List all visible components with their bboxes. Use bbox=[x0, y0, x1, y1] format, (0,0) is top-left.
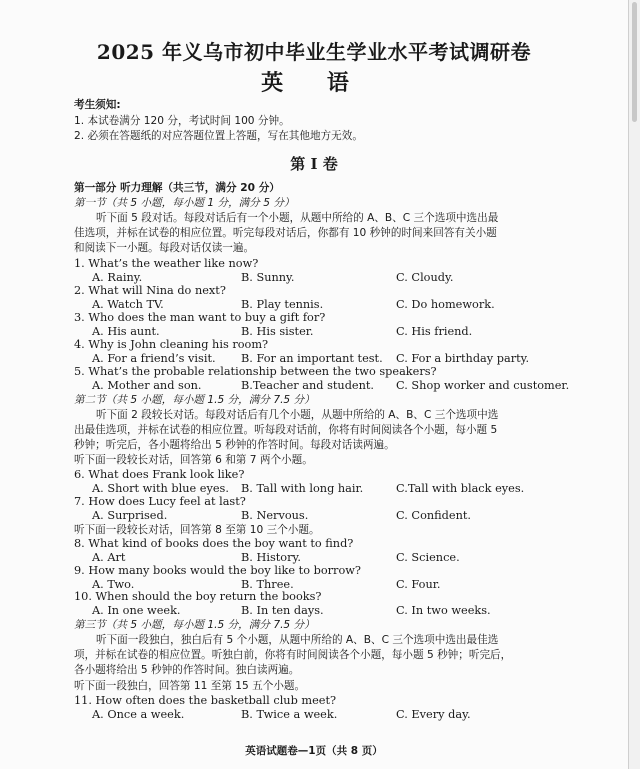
section-title: 第 I 卷 bbox=[290, 155, 338, 173]
option-a: A. Rainy. bbox=[92, 271, 143, 284]
option-c: C. In two weeks. bbox=[396, 604, 491, 617]
question-text: 6. What does Frank look like? bbox=[74, 468, 245, 481]
question-text: 1. What’s the weather like now? bbox=[74, 257, 259, 270]
question-text: 4. Why is John cleaning his room? bbox=[74, 338, 269, 351]
option-a: A. Once a week. bbox=[92, 708, 185, 721]
option-c: C. His friend. bbox=[396, 325, 473, 338]
instruction-line: 秒钟；听完后，各小题将给出 5 秒钟的作答时间。每段对话读两遍。 bbox=[74, 439, 395, 451]
instruction-line: 佳选项，并标在试卷的相应位置。听完每段对话后，你都有 10 秒钟的时间来回答有关小题 bbox=[74, 227, 497, 239]
option-b: B. Play tennis. bbox=[241, 298, 324, 311]
option-a: A. Short with blue eyes. bbox=[92, 482, 229, 495]
instruction-line: 项，并标在试卷的相应位置。听独白前，你将有时间阅读各个小题，每小题 5 秒钟；听完后， bbox=[74, 649, 512, 661]
option-c: C. For a birthday party. bbox=[396, 352, 530, 365]
option-c: C. Do homework. bbox=[396, 298, 495, 311]
instruction-line: 听下面 2 段较长对话。每段对话后有几个小题，从题中所给的 A、B、C 三个选项中选 bbox=[96, 409, 499, 421]
part1-heading: 第一部分 听力理解（共三节，满分 20 分） bbox=[74, 182, 280, 194]
option-b: B.Teacher and student. bbox=[241, 379, 375, 392]
option-c: C. Cloudy. bbox=[396, 271, 454, 284]
option-c: C.Tall with black eyes. bbox=[396, 482, 525, 495]
instruction-line: 和阅读下一小题。每段对话仅读一遍。 bbox=[74, 242, 255, 254]
option-b: B. Tall with long hair. bbox=[241, 482, 364, 495]
question-text: 10. When should the boy return the books? bbox=[74, 590, 322, 603]
question-text: 2. What will Nina do next? bbox=[74, 284, 226, 297]
option-b: B. History. bbox=[241, 551, 301, 564]
notice-item: 1. 本试卷满分 120 分，考试时间 100 分钟。 bbox=[74, 115, 290, 127]
listening-prompt: 听下面一段较长对话，回答第 6 和第 7 两个小题。 bbox=[74, 454, 313, 466]
question-text: 3. Who does the man want to buy a gift for? bbox=[74, 311, 326, 324]
s1-heading: 第一节（共 5 小题，每小题 1 分，满分 5 分） bbox=[74, 197, 295, 209]
s2-heading: 第二节（共 5 小题，每小题 1.5 分，满分 7.5 分） bbox=[74, 394, 315, 406]
page-footer: 英语试题卷—1页（共 8 页） bbox=[245, 745, 383, 757]
instruction-line: 各小题将给出 5 秒钟的作答时间。独白读两遍。 bbox=[74, 664, 300, 676]
option-b: B. Nervous. bbox=[241, 509, 309, 522]
instruction-line: 出最佳选项，并标在试卷的相应位置。听每段对话前，你将有时间阅读各个小题，每小题 5 bbox=[74, 424, 498, 436]
option-b: B. Three. bbox=[241, 578, 294, 591]
option-a: A. Mother and son. bbox=[92, 379, 202, 392]
option-c: C. Science. bbox=[396, 551, 460, 564]
option-c: C. Every day. bbox=[396, 708, 471, 721]
option-b: B. Sunny. bbox=[241, 271, 295, 284]
subject-title: 英 语 bbox=[261, 70, 367, 96]
option-b: B. For an important test. bbox=[241, 352, 383, 365]
listening-prompt: 听下面一段独白，回答第 11 至第 15 五个小题。 bbox=[74, 680, 306, 692]
question-text: 7. How does Lucy feel at last? bbox=[74, 495, 246, 508]
option-a: A. Two. bbox=[92, 578, 135, 591]
option-a: A. For a friend’s visit. bbox=[92, 352, 216, 365]
listening-prompt: 听下面一段较长对话，回答第 8 至第 10 三个小题。 bbox=[74, 524, 320, 536]
option-a: A. Surprised. bbox=[92, 509, 168, 522]
option-b: B. In ten days. bbox=[241, 604, 324, 617]
instruction-line: 听下面 5 段对话。每段对话后有一个小题，从题中所给的 A、B、C 三个选项中选出最 bbox=[96, 212, 499, 224]
option-c: C. Confident. bbox=[396, 509, 472, 522]
option-a: A. Art bbox=[92, 551, 126, 564]
notice-item: 2. 必须在答题纸的对应答题位置上答题，写在其他地方无效。 bbox=[74, 130, 363, 142]
scrollbar-thumb[interactable] bbox=[632, 2, 637, 122]
instruction-line: 听下面一段独白，独白后有 5 个小题，从题中所给的 A、B、C 三个选项中选出最佳选 bbox=[96, 634, 499, 646]
exam-title: 2025 年义乌市初中毕业生学业水平考试调研卷 bbox=[96, 40, 532, 64]
s3-heading: 第三节（共 5 小题，每小题 1.5 分，满分 7.5 分） bbox=[74, 619, 315, 631]
question-text: 9. How many books would the boy like to borrow? bbox=[74, 564, 361, 577]
question-text: 8. What kind of books does the boy want to find? bbox=[74, 537, 354, 550]
notice-heading: 考生须知: bbox=[74, 99, 121, 111]
option-a: A. His aunt. bbox=[92, 325, 160, 338]
option-a: A. Watch TV. bbox=[92, 298, 164, 311]
option-c: C. Four. bbox=[396, 578, 441, 591]
question-text: 5. What’s the probable relationship between the two speakers? bbox=[74, 365, 437, 378]
option-c: C. Shop worker and customer. bbox=[396, 379, 570, 392]
option-a: A. In one week. bbox=[92, 604, 181, 617]
scrollbar[interactable] bbox=[629, 0, 640, 769]
question-text: 11. How often does the basketball club meet? bbox=[74, 694, 337, 707]
option-b: B. Twice a week. bbox=[241, 708, 338, 721]
option-b: B. His sister. bbox=[241, 325, 314, 338]
